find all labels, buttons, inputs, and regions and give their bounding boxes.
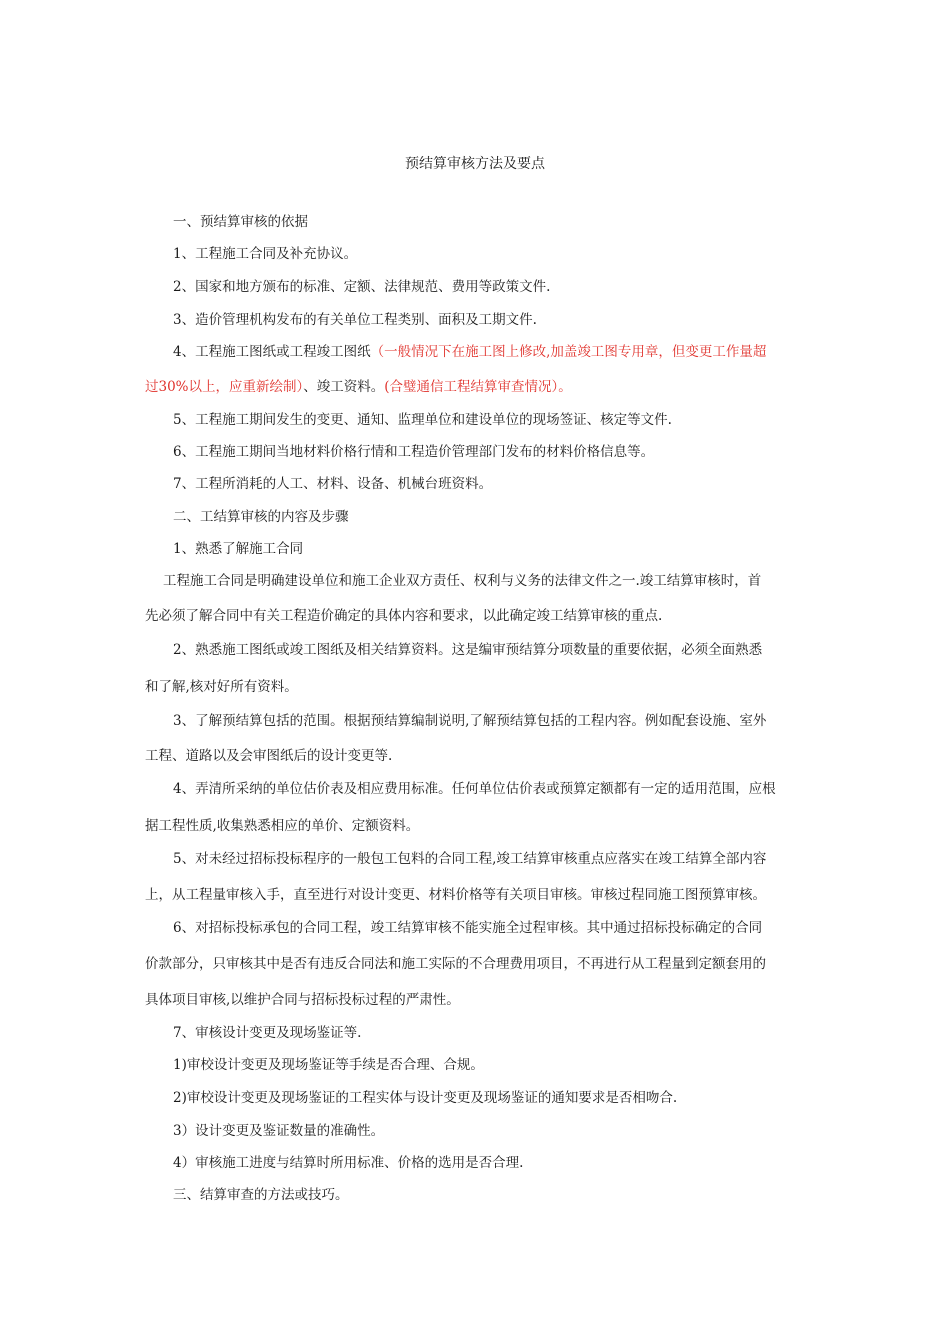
paragraph: 1、工程施工合同及补充协议。 [173,246,358,262]
list-item: 4）审核施工进度与结算时所用标准、价格的选用是否合理. [173,1155,524,1171]
paragraph-continuation: 价款部分，只审核其中是否有违反合同法和施工实际的不合理费用项目，不再进行从工程量到定额套用的 [145,956,766,972]
paragraph: 2、熟悉施工图纸或竣工图纸及相关结算资料。这是编审预结算分项数量的重要依据，必须全面熟悉 [173,642,763,658]
paragraph-continuation [145,377,572,397]
paragraph: 5、工程施工期间发生的变更、通知、监理单位和建设单位的现场签证、核定等文件. [173,412,672,428]
paragraph: 5、对未经过招标投标程序的一般包工包料的合同工程,竣工结算审核重点应落实在竣工结算全部内容 [173,851,767,867]
list-item: 3）设计变更及鉴证数量的准确性。 [173,1123,385,1139]
paragraph-text: 4、工程施工图纸或工程竣工图纸 [173,344,371,360]
section-heading-1: 一、预结算审核的依据 [173,214,308,230]
paragraph [173,342,766,362]
list-item: 2)审校设计变更及现场鉴证的工程实体与设计变更及现场鉴证的通知要求是否相吻合. [173,1090,678,1106]
document-title: 预结算审核方法及要点 [405,156,545,172]
paragraph: 6、工程施工期间当地材料价格行情和工程造价管理部门发布的材料价格信息等。 [173,444,655,460]
paragraph: 7、审核设计变更及现场鉴证等. [173,1025,362,1041]
paragraph-continuation: 和了解,核对好所有资料。 [145,679,298,695]
paragraph: 6、对招标投标承包的合同工程，竣工结算审核不能实施全过程审核。其中通过招标投标确定的合同 [173,920,763,936]
paragraph-continuation: 先必须了解合同中有关工程造价确定的具体内容和要求，以此确定竣工结算审核的重点. [145,608,663,624]
paragraph: 1、熟悉了解施工合同 [173,541,304,557]
paragraph: 3、了解预结算包括的范围。根据预结算编制说明,了解预结算包括的工程内容。例如配套设施、室外 [173,713,767,729]
section-heading-3: 三、结算审查的方法或技巧。 [173,1187,349,1203]
highlighted-note: 过30%以上，应重新绘制） [145,379,304,395]
list-item: 1)审校设计变更及现场鉴证等手续是否合理、合规。 [173,1057,484,1073]
paragraph: 工程施工合同是明确建设单位和施工企业双方责任、权利与义务的法律文件之一.竣工结算审核时，首 [163,573,762,589]
paragraph-continuation: 具体项目审核,以维护合同与招标投标过程的严肃性。 [145,992,460,1008]
paragraph-continuation: 据工程性质,收集熟悉相应的单价、定额资料。 [145,818,420,834]
section-heading-2: 二、工结算审核的内容及步骤 [173,509,349,525]
paragraph: 4、弄清所采纳的单位估价表及相应费用标准。任何单位估价表或预算定额都有一定的适用范围，应根 [173,781,776,797]
paragraph-continuation: 工程、道路以及会审图纸后的设计变更等. [145,748,393,764]
highlighted-note: (合璧通信工程结算审查情况）。 [384,379,572,395]
highlighted-note: （一般情况下在施工图上修改,加盖竣工图专用章，但变更工作量超 [370,344,767,360]
paragraph: 2、国家和地方颁布的标准、定额、法律规范、费用等政策文件. [173,279,551,295]
paragraph: 3、造价管理机构发布的有关单位工程类别、面积及工期文件. [173,312,537,328]
paragraph-continuation: 上，从工程量审核入手，直至进行对设计变更、材料价格等有关项目审核。审核过程同施工图预算审核。 [145,887,766,903]
paragraph: 7、工程所消耗的人工、材料、设备、机械台班资料。 [173,476,493,492]
paragraph-text: 、竣工资料。 [303,379,385,395]
